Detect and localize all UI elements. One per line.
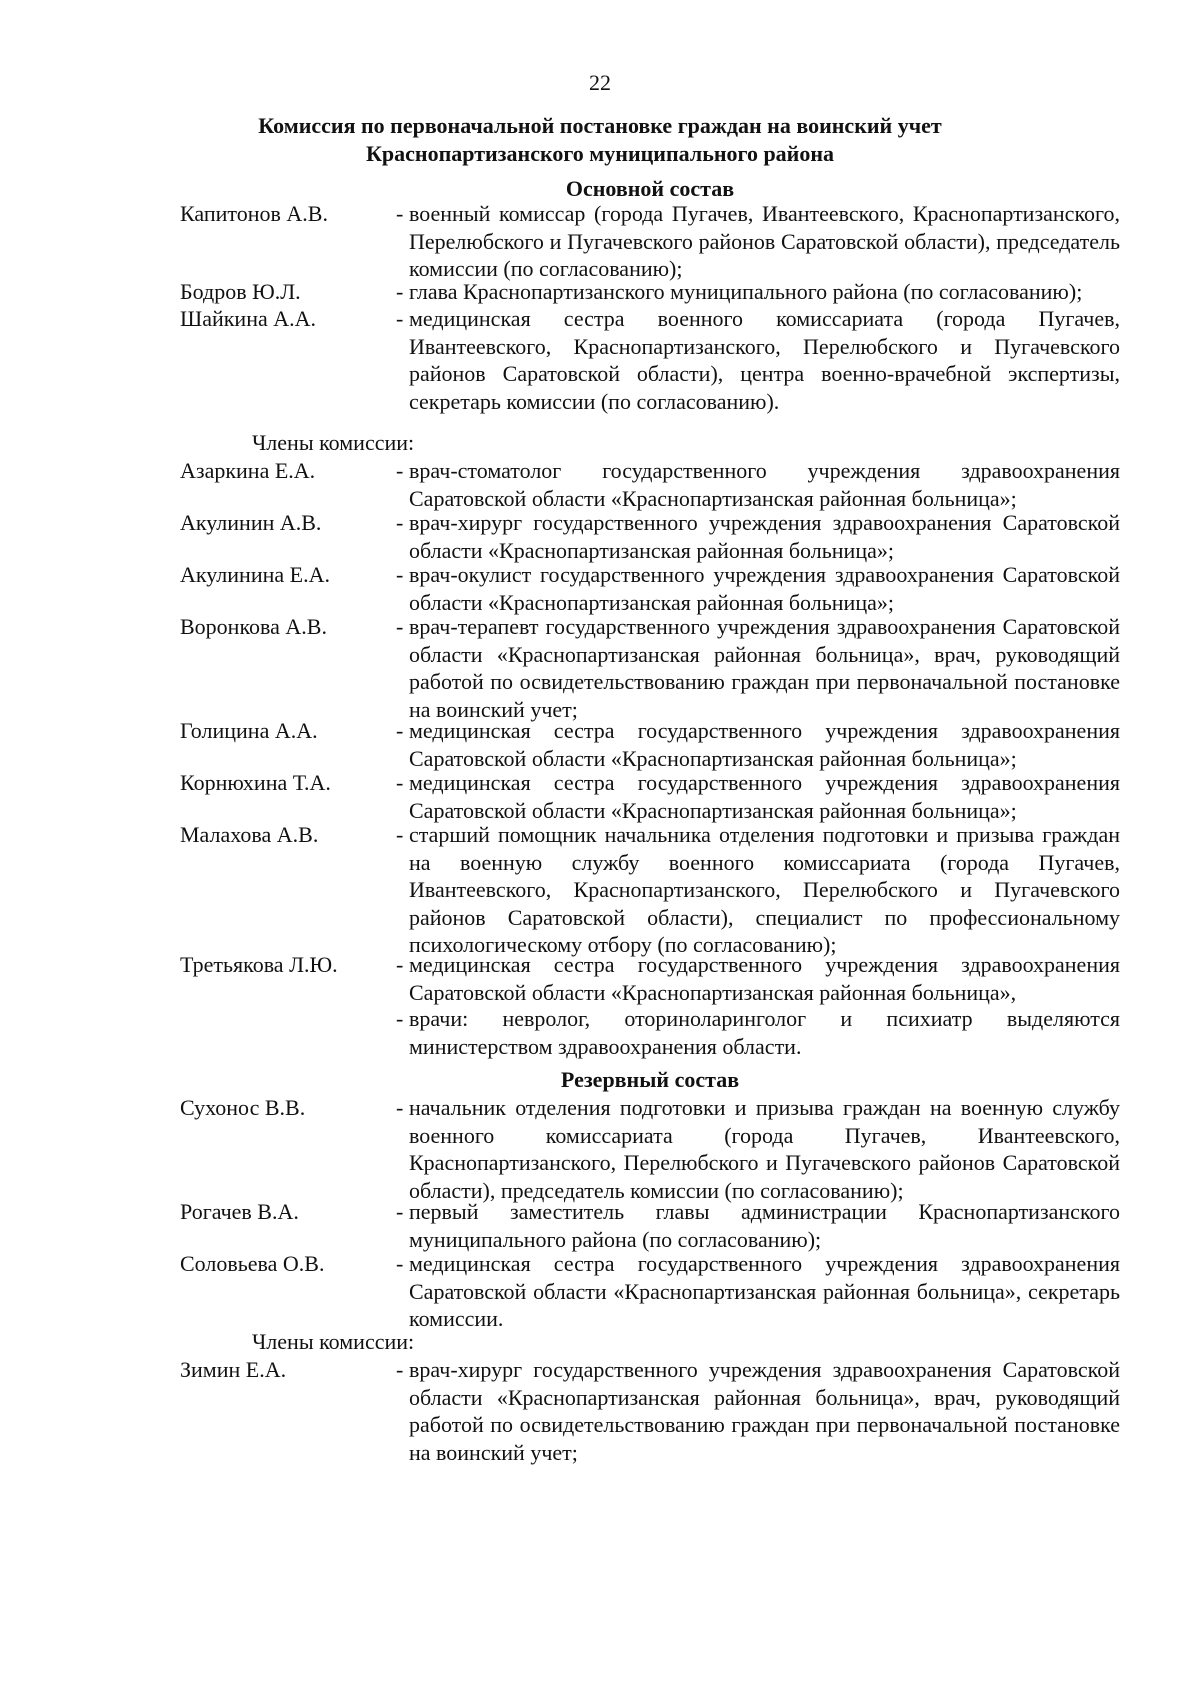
member-entry: Азаркина Е.А. - врач-стоматолог государственного учреждения здравоохранения Саратовской области «Краснопартизанская районная больница»; [180,458,1120,511]
member-entry: Акулинин А.В. - врач-хирург государственного учреждения здравоохранения Саратовской области «Краснопартизанская районная больница»; [180,510,1120,563]
reserve-members-label: Члены комиссии: [252,1329,415,1354]
reserve-leader-entry: Рогачев В.А. - первый заместитель главы администрации Краснопартизанского муниципального района (по согласованию); [180,1199,1120,1252]
title-line-1: Комиссия по первоначальной постановке граждан на воинский учет [258,113,942,138]
main-leader-entry: Бодров Ю.Л. - глава Краснопартизанского муниципального района (по согласованию); [180,279,1083,304]
member-entry: Голицина А.А. - медицинская сестра государственного учреждения здравоохранения Саратовской области «Краснопартизанская районная больница»; [180,718,1120,771]
member-role: медицинская сестра государственного учреждения здравоохранения Саратовской области «Краснопартизанская районная больница»; [409,770,1120,823]
member-name: Акулинина Е.А. [180,562,330,587]
member-name: Третьякова Л.Ю. [180,952,338,977]
reserve-leader-entry: Соловьева О.В. - медицинская сестра государственного учреждения здравоохранения Саратовской области «Краснопартизанская районная больница», секретарь комиссии. [180,1251,1120,1331]
member-name: Бодров Ю.Л. [180,279,301,304]
member-entry: Корнюхина Т.А. - медицинская сестра государственного учреждения здравоохранения Саратовской области «Краснопартизанская районная больница»; [180,770,1120,823]
member-entry: Малахова А.В. - старший помощник начальника отделения подготовки и призыва граждан на военную службу военного комиссариата (города Пугачев, Ивантеевского, Краснопартизанского, Перелюбского и Пугачевского районов Саратовской области), специалист по профессиональному психологическому отбору (по согласованию); [180,822,1120,957]
member-role: медицинская сестра государственного учреждения здравоохранения Саратовской области «Краснопартизанская районная больница», [409,952,1120,1005]
member-name: Рогачев В.А. [180,1199,299,1224]
member-entry: Акулинина Е.А. - врач-окулист государственного учреждения здравоохранения Саратовской области «Краснопартизанская районная больница»; [180,562,1120,615]
document-title [0,112,1200,168]
reserve-member-entry: Зимин Е.А. - врач-хирург государственного учреждения здравоохранения Саратовской области «Краснопартизанская районная больница», врач, руководящий работой по освидетельствованию граждан при первоначальной постановке на воинский учет; [180,1357,1120,1465]
main-composition-heading: Основной состав [565,176,735,201]
member-entry: Воронкова А.В. - врач-терапевт государственного учреждения здравоохранения Саратовской области «Краснопартизанская районная больница», врач, руководящий работой по освидетельствованию граждан при первоначальной постановке на воинский учет; [180,614,1120,722]
member-role: первый заместитель главы администрации Краснопартизанского муниципального района (по согласованию); [409,1199,1120,1252]
member-name: Зимин Е.А. [180,1357,287,1382]
reserve-composition-heading: Резервный состав [560,1067,740,1092]
member-entry: Третьякова Л.Ю. - медицинская сестра государственного учреждения здравоохранения Саратовской области «Краснопартизанская районная больница», [180,952,1120,1005]
member-role: медицинская сестра государственного учреждения здравоохранения Саратовской области «Краснопартизанская районная больница»; [409,718,1120,771]
member-name: Соловьева О.В. [180,1251,325,1276]
member-name: Капитонов А.В. [180,201,328,226]
member-name: Малахова А.В. [180,822,319,847]
member-name: Корнюхина Т.А. [180,770,331,795]
member-role: глава Краснопартизанского муниципального района (по согласованию); [409,279,1083,304]
member-name: Воронкова А.В. [180,614,327,639]
member-entry: - врачи: невролог, оториноларинголог и психиатр выделяются министерством здравоохранения области. [396,1006,1120,1059]
member-name: Азаркина Е.А. [180,458,316,483]
page-number: 22 [589,70,611,95]
member-role: врач-терапевт государственного учреждения здравоохранения Саратовской области «Краснопартизанская районная больница», врач, руководящий работой по освидетельствованию граждан при первоначальной постановке на воинский учет; [409,614,1120,722]
members-label: Члены комиссии: [252,430,415,455]
member-name: Шайкина А.А. [180,306,317,331]
member-role: врачи: невролог, оториноларинголог и психиатр выделяются министерством здравоохранения области. [409,1006,1120,1059]
member-role: врач-окулист государственного учреждения здравоохранения Саратовской области «Краснопартизанская районная больница»; [409,562,1120,615]
main-leader-entry: Шайкина А.А. - медицинская сестра военного комиссариата (города Пугачев, Ивантеевского, Краснопартизанского, Перелюбского и Пугачевского районов Саратовской области), центра военно-врачебной экспертизы, секретарь комиссии (по согласованию). [180,306,1120,414]
main-leader-entry: Капитонов А.В. - военный комиссар (города Пугачев, Ивантеевского, Краснопартизанского, Перелюбского и Пугачевского районов Саратовской области), председатель комиссии (по согласованию); [180,201,1120,281]
member-role: врач-хирург государственного учреждения здравоохранения Саратовской области «Краснопартизанская районная больница», врач, руководящий работой по освидетельствованию граждан при первоначальной постановке на воинский учет; [409,1357,1120,1465]
member-role: начальник отделения подготовки и призыва граждан на военную службу военного комиссариата (города Пугачев, Ивантеевского, Краснопартизанского, Перелюбского и Пугачевского районов Саратовской области), председатель комиссии (по согласованию); [409,1095,1120,1203]
member-role: старший помощник начальника отделения подготовки и призыва граждан на военную службу военного комиссариата (города Пугачев, Ивантеевского, Краснопартизанского, Перелюбского и Пугачевского районов Саратовской области), специалист по профессиональному психологическому отбору (по согласованию); [409,822,1120,957]
member-role: медицинская сестра государственного учреждения здравоохранения Саратовской области «Краснопартизанская районная больница», секретарь комиссии. [409,1251,1120,1331]
member-name: Голицина А.А. [180,718,318,743]
reserve-leader-entry: Сухонос В.В. - начальник отделения подготовки и призыва граждан на военную службу военного комиссариата (города Пугачев, Ивантеевского, Краснопартизанского, Перелюбского и Пугачевского районов Саратовской области), председатель комиссии (по согласованию); [180,1095,1120,1203]
member-role: военный комиссар (города Пугачев, Ивантеевского, Краснопартизанского, Перелюбского и Пугачевского районов Саратовской области), председатель комиссии (по согласованию); [409,201,1120,281]
member-role: врач-хирург государственного учреждения здравоохранения Саратовской области «Краснопартизанская районная больница»; [409,510,1120,563]
member-role: медицинская сестра военного комиссариата (города Пугачев, Ивантеевского, Краснопартизанского, Перелюбского и Пугачевского районов Саратовской области), центра военно-врачебной экспертизы, секретарь комиссии (по согласованию). [409,306,1120,414]
member-name: Акулинин А.В. [180,510,322,535]
title-line-2: Краснопартизанского муниципального района [365,141,835,166]
member-role: врач-стоматолог государственного учреждения здравоохранения Саратовской области «Краснопартизанская районная больница»; [409,458,1120,511]
member-name: Сухонос В.В. [180,1095,306,1120]
